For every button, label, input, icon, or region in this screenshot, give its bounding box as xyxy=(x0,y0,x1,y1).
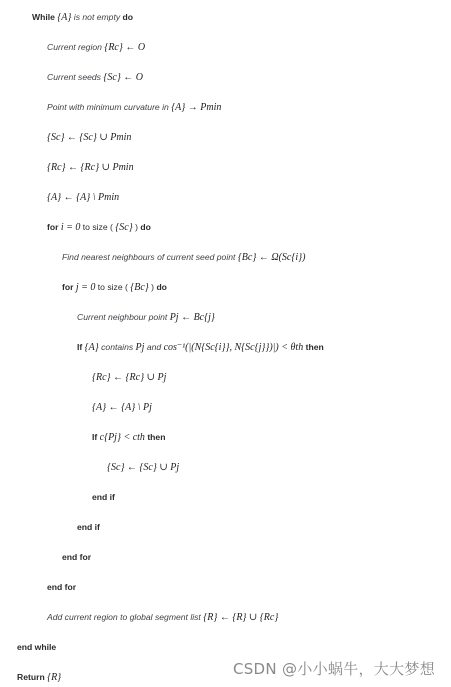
csdn-watermark: CSDN @小小蜗牛，大大梦想 xyxy=(232,660,435,678)
line-text: to size ( xyxy=(95,282,131,292)
keyword: If xyxy=(92,432,100,442)
line-text: Current region xyxy=(47,42,105,52)
algorithm-line xyxy=(92,371,166,384)
algorithm-line xyxy=(47,611,278,624)
keyword: then xyxy=(144,432,166,442)
keyword: do xyxy=(156,282,167,292)
algorithm-line xyxy=(92,431,165,444)
math-expression: {A} ← {A} \ Pmin xyxy=(47,192,120,203)
keyword: do xyxy=(122,12,134,22)
keyword: Return xyxy=(17,672,48,682)
math-expression: {Rc} ← O xyxy=(104,42,146,53)
keyword: If xyxy=(77,342,85,352)
keyword: end for xyxy=(62,552,92,562)
math-expression: {Bc} ← Ω(Sc{i}) xyxy=(237,252,306,263)
keyword: end while xyxy=(17,642,57,652)
math-expression: cos⁻¹(|(N{Sc{i}}, N{Sc{j}})|) < θth xyxy=(163,342,304,353)
line-text: is not empty xyxy=(71,12,123,22)
math-expression: {Sc} xyxy=(115,222,133,233)
math-expression: {A} ← {A} \ Pj xyxy=(92,402,152,413)
algorithm-line xyxy=(32,11,133,24)
algorithm-line xyxy=(47,101,221,114)
math-expression: {Sc} ← O xyxy=(103,72,144,83)
math-expression: {Bc} xyxy=(130,282,149,293)
algorithm-line xyxy=(47,131,131,144)
keyword: then xyxy=(303,342,324,352)
math-expression: {Rc} ← {Rc} ∪ Pj xyxy=(92,372,167,383)
line-text: Point with minimum curvature in xyxy=(47,102,172,112)
math-expression: {R} xyxy=(47,672,62,683)
line-text: to size ( xyxy=(80,222,116,232)
math-expression: c{Pj} < cth xyxy=(99,432,145,443)
algorithm-line xyxy=(17,671,61,684)
algorithm-line xyxy=(47,71,143,84)
math-expression: {Sc} ← {Sc} ∪ Pmin xyxy=(47,132,132,143)
line-text: and xyxy=(144,342,164,352)
math-expression: j = 0 xyxy=(75,282,96,293)
algorithm-line xyxy=(92,401,152,414)
line-text: Add current region to global segment list xyxy=(47,612,204,622)
keyword: end if xyxy=(77,522,100,532)
algorithm-line xyxy=(47,221,151,234)
algorithm-line xyxy=(77,311,215,324)
algorithm-line xyxy=(77,521,100,533)
line-text: Current seeds xyxy=(47,72,104,82)
math-expression: {Rc} ← {Rc} ∪ Pmin xyxy=(47,162,134,173)
math-expression: {A} → Pmin xyxy=(171,102,222,113)
math-expression: i = 0 xyxy=(60,222,81,233)
keyword: end for xyxy=(47,582,77,592)
keyword: for xyxy=(47,222,61,232)
line-text: Current neighbour point xyxy=(77,312,170,322)
keyword: for xyxy=(62,282,76,292)
math-expression: {A} xyxy=(57,12,72,23)
math-expression: {R} ← {R} ∪ {Rc} xyxy=(203,612,279,623)
algorithm-line xyxy=(47,581,76,593)
algorithm-line xyxy=(47,191,119,204)
algorithm-line xyxy=(17,641,56,653)
algorithm-line xyxy=(47,41,145,54)
keyword: While xyxy=(32,12,58,22)
algorithm-line xyxy=(77,341,324,354)
keyword: do xyxy=(140,222,151,232)
line-text: ) xyxy=(132,222,141,232)
algorithm-line xyxy=(107,461,179,474)
algorithm-line xyxy=(62,251,305,264)
algorithm-line xyxy=(92,491,115,503)
line-text: contains xyxy=(98,342,136,352)
math-expression: Pj xyxy=(135,342,145,353)
math-expression: {Sc} ← {Sc} ∪ Pj xyxy=(107,462,180,473)
line-text: Find nearest neighbours of current seed point xyxy=(62,252,238,262)
math-expression: Pj ← Bc{j} xyxy=(169,312,215,323)
keyword: end if xyxy=(92,492,115,502)
algorithm-line xyxy=(47,161,134,174)
algorithm-line xyxy=(62,551,91,563)
math-expression: {A} xyxy=(84,342,99,353)
line-text: ) xyxy=(148,282,157,292)
algorithm-line xyxy=(62,281,167,294)
